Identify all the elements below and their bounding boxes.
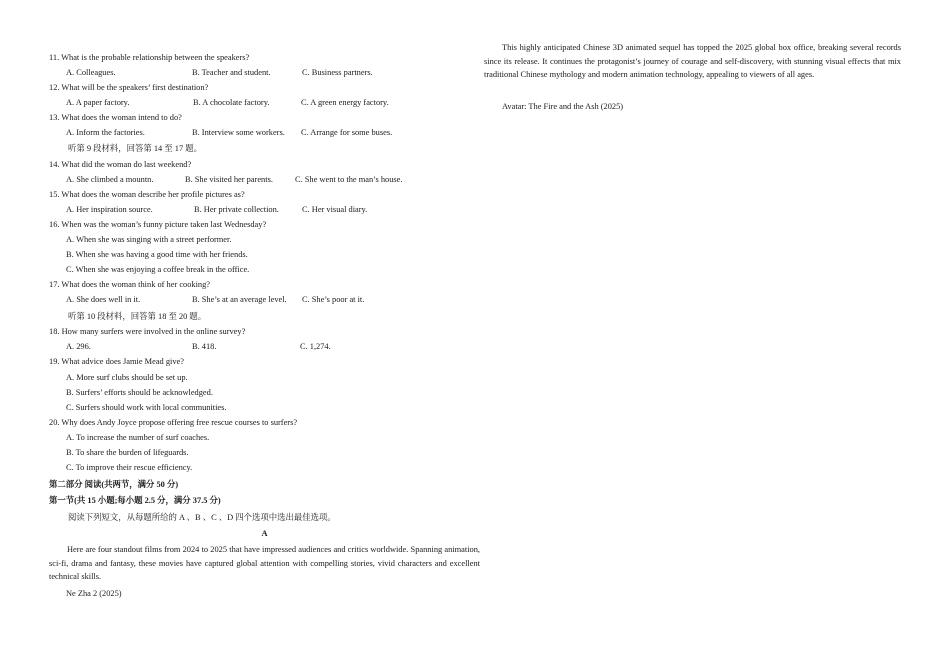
q16-option-b: B. When she was having a good time with her friends.	[66, 250, 248, 259]
instruction-material-9: 听第 9 段材料，回答第 14 至 17 题。	[68, 144, 202, 153]
q13-option-c: C. Arrange for some buses.	[301, 128, 393, 137]
q18-option-b: B. 418.	[192, 342, 217, 351]
question-16: 16. When was the woman’s funny picture taken last Wednesday?	[49, 220, 267, 229]
reading-directions: 阅读下列短文，从每题所给的 A 、B 、C 、D 四个选项中选出最佳选项。	[68, 513, 336, 522]
question-20: 20. Why does Andy Joyce propose offering free rescue courses to surfers?	[49, 418, 298, 427]
passage-intro: Here are four standout films from 2024 to 2025 that have impressed audiences and critics worldwide. Spanning animation, sci-fi, drama and fantasy, these movies have captured global attention with compelling stories, vivid characters and excellent technical skills.	[49, 545, 480, 581]
q16-option-c: C. When she was enjoying a coffee break in the office.	[66, 265, 250, 274]
film-1-description: This highly anticipated Chinese 3D animated sequel has topped the 2025 global box office, breaking several records since its release. It continues the protagonist’s journey of courage and self-discovery, with stunning visual effects that mix traditional Chinese mythology and modern animation technology, appealing to viewers of all ages.	[484, 43, 901, 79]
q14-option-c: C. She went to the man’s house.	[295, 175, 403, 184]
part-two-heading: 第二部分 阅读(共两节，满分 50 分)	[49, 480, 179, 489]
q20-option-c: C. To improve their rescue efficiency.	[66, 463, 193, 472]
question-14: 14. What did the woman do last weekend?	[49, 160, 192, 169]
q18-option-a: A. 296.	[66, 342, 91, 351]
q11-option-b: B. Teacher and student.	[192, 68, 271, 77]
q12-option-b: B. A chocolate factory.	[193, 98, 270, 107]
q17-option-a: A. She does well in it.	[66, 295, 141, 304]
q17-option-c: C. She’s poor at it.	[302, 295, 365, 304]
q19-option-c: C. Surfers should work with local communities.	[66, 403, 227, 412]
question-12: 12. What will be the speakers’ first destination?	[49, 83, 209, 92]
passage-label: A	[261, 529, 268, 538]
question-13: 13. What does the woman intend to do?	[49, 113, 182, 122]
q11-option-a: A. Colleagues.	[66, 68, 116, 77]
q12-option-a: A. A paper factory.	[66, 98, 130, 107]
question-15: 15. What does the woman describe her profile pictures as?	[49, 190, 245, 199]
q15-option-a: A. Her inspiration source.	[66, 205, 153, 214]
question-17: 17. What does the woman think of her cooking?	[49, 280, 211, 289]
q14-option-a: A. She climbed a mountn.	[66, 175, 154, 184]
question-19: 19. What advice does Jamie Mead give?	[49, 357, 184, 366]
q19-option-a: A. More surf clubs should be set up.	[66, 373, 188, 382]
q11-option-c: C. Business partners.	[302, 68, 373, 77]
q19-option-b: B. Surfers’ efforts should be acknowledged.	[66, 388, 213, 397]
q14-option-b: B. She visited her parents.	[185, 175, 273, 184]
q15-option-c: C. Her visual diary.	[302, 205, 368, 214]
question-11: 11. What is the probable relationship between the speakers?	[49, 53, 250, 62]
q20-option-b: B. To share the burden of lifeguards.	[66, 448, 189, 457]
q17-option-b: B. She’s at an average level.	[192, 295, 287, 304]
q12-option-c: C. A green energy factory.	[301, 98, 389, 107]
q13-option-b: B. Interview some workers.	[192, 128, 285, 137]
section-one-heading: 第一节(共 15 小题;每小题 2.5 分，满分 37.5 分)	[49, 496, 221, 505]
q16-option-a: A. When she was singing with a street performer.	[66, 235, 232, 244]
question-18: 18. How many surfers were involved in the online survey?	[49, 327, 246, 336]
q18-option-c: C. 1,274.	[300, 342, 331, 351]
film-2-title: Avatar: The Fire and the Ash (2025)	[502, 102, 624, 111]
film-1-title: Ne Zha 2 (2025)	[66, 589, 122, 598]
q20-option-a: A. To increase the number of surf coaches.	[66, 433, 210, 442]
q13-option-a: A. Inform the factories.	[66, 128, 145, 137]
q15-option-b: B. Her private collection.	[194, 205, 279, 214]
instruction-material-10: 听第 10 段材料，回答第 18 至 20 题。	[68, 312, 207, 321]
